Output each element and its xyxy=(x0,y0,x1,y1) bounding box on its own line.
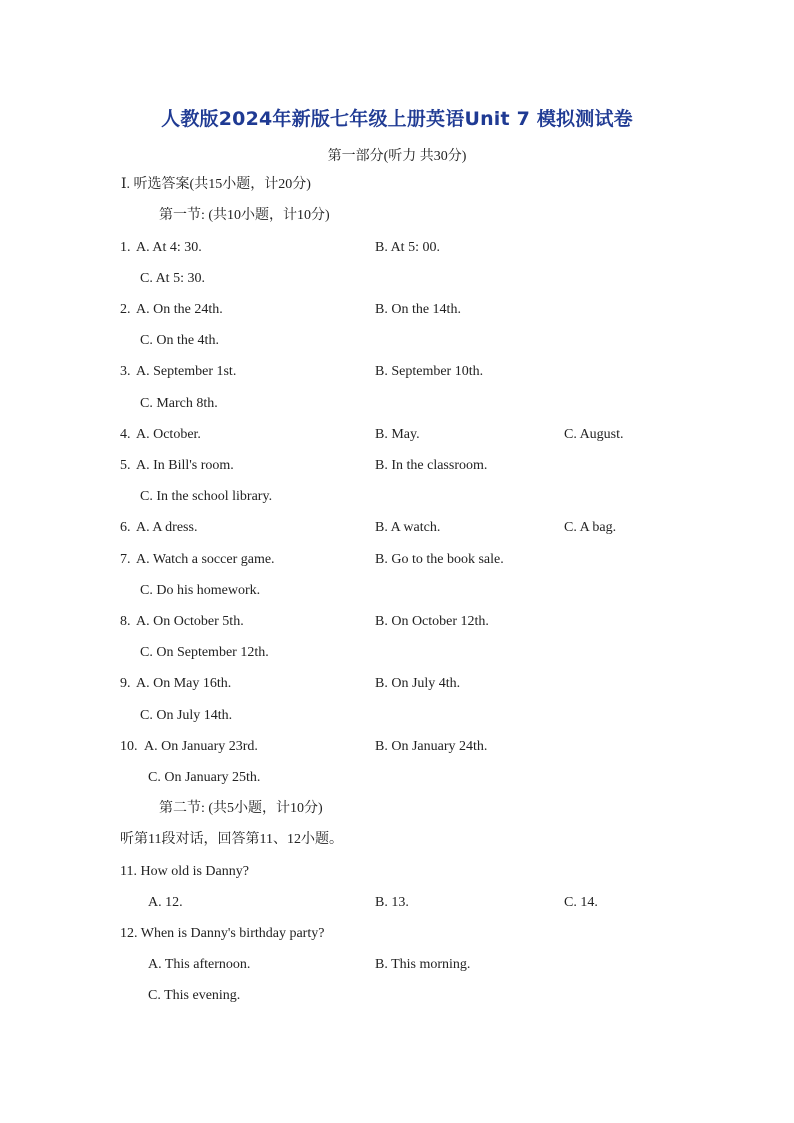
option-a: A. This afternoon. xyxy=(148,957,251,972)
question-number: 10. xyxy=(120,739,138,754)
part1-heading: 第一节: (共10小题，计10分) xyxy=(159,208,330,223)
option-c: C. On September 12th. xyxy=(140,645,269,660)
option-b: B. On July 4th. xyxy=(375,676,461,691)
option-c: C. 14. xyxy=(564,895,598,910)
question-number: 3. xyxy=(120,364,131,379)
option-c: C. March 8th. xyxy=(140,396,218,411)
option-a: A. In Bill's room. xyxy=(136,458,234,473)
option-c: C. A bag. xyxy=(564,520,617,535)
part-subtitle: 第一部分(听力 共30分) xyxy=(327,149,467,164)
dialogue-instruction: 听第11段对话，回答第11、12小题。 xyxy=(120,832,343,847)
option-c: C. Do his homework. xyxy=(140,583,261,598)
question-number: 5. xyxy=(120,458,131,473)
option-a: A. On October 5th. xyxy=(136,614,244,629)
option-c: C. This evening. xyxy=(148,988,241,1003)
question-number: 6. xyxy=(120,520,131,535)
option-b: B. A watch. xyxy=(375,520,441,535)
option-a: A. On the 24th. xyxy=(136,302,223,317)
question-number: 4. xyxy=(120,427,131,442)
question-stem: 12. When is Danny's birthday party? xyxy=(120,926,325,941)
option-b: B. May. xyxy=(375,427,420,442)
option-b: B. This morning. xyxy=(375,957,471,972)
option-c: C. In the school library. xyxy=(140,489,273,504)
option-c: C. At 5: 30. xyxy=(140,271,205,286)
part2-heading: 第二节: (共5小题，计10分) xyxy=(159,801,323,816)
question-stem: 11. How old is Danny? xyxy=(120,864,249,879)
option-a: A. 12. xyxy=(148,895,183,910)
page-title: 人教版2024年新版七年级上册英语Unit 7 模拟测试卷 xyxy=(161,108,633,130)
option-b: B. On October 12th. xyxy=(375,614,489,629)
question-number: 9. xyxy=(120,676,131,691)
question-number: 1. xyxy=(120,240,131,255)
option-b: B. September 10th. xyxy=(375,364,484,379)
option-b: B. On the 14th. xyxy=(375,302,461,317)
option-c: C. On the 4th. xyxy=(140,333,219,348)
option-a: A. On May 16th. xyxy=(136,676,232,691)
question-number: 8. xyxy=(120,614,131,629)
option-a: A. October. xyxy=(136,427,201,442)
option-b: B. Go to the book sale. xyxy=(375,552,504,567)
option-b: B. At 5: 00. xyxy=(375,240,440,255)
option-a: A. September 1st. xyxy=(136,364,237,379)
option-b: B. On January 24th. xyxy=(375,739,488,754)
option-c: C. On July 14th. xyxy=(140,708,233,723)
option-a: A. At 4: 30. xyxy=(136,240,202,255)
option-b: B. In the classroom. xyxy=(375,458,488,473)
option-a: A. A dress. xyxy=(136,520,198,535)
section-heading: Ⅰ. 听选答案(共15小题，计20分) xyxy=(121,177,311,192)
option-c: C. August. xyxy=(564,427,624,442)
question-number: 7. xyxy=(120,552,131,567)
option-a: A. On January 23rd. xyxy=(144,739,258,754)
question-number: 2. xyxy=(120,302,131,317)
option-a: A. Watch a soccer game. xyxy=(136,552,275,567)
option-c: C. On January 25th. xyxy=(148,770,261,785)
option-b: B. 13. xyxy=(375,895,409,910)
